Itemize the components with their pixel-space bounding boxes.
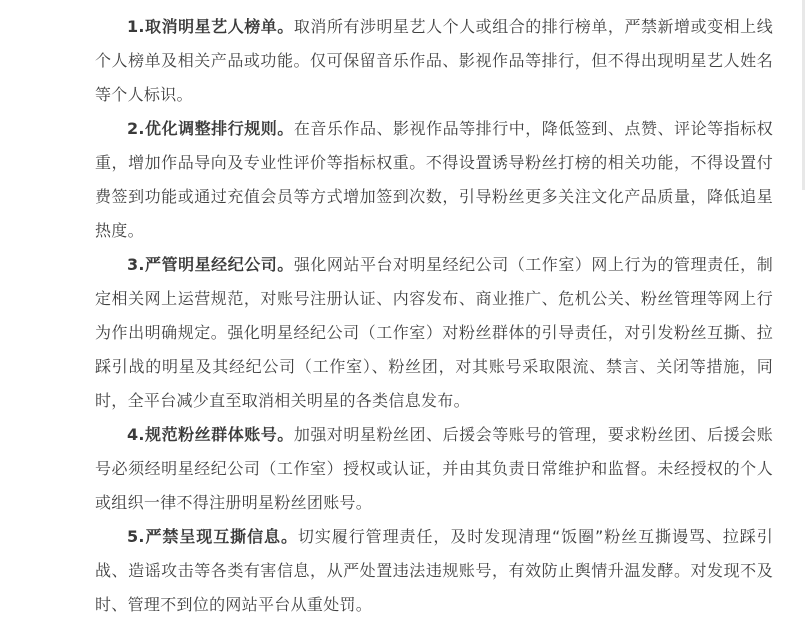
- article-paragraph-1: [95, 10, 773, 112]
- article-paragraph-3: [95, 248, 773, 418]
- article-paragraph-2: [95, 112, 773, 248]
- article-paragraph-5: [95, 520, 773, 620]
- paragraph-body: 强化网站平台对明星经纪公司（工作室）网上行为的管理责任，制定相关网上运营规范，对账号注册认证、内容发布、商业推广、危机公关、粉丝管理等网上行为作出明确规定。强化明星经纪公司（工作室）对粉丝群体的引导责任，对引发粉丝互撕、拉踩引战的明星及其经纪公司（工作室）、粉丝团，对其账号采取限流、禁言、关闭等措施，同时，全平台减少直至取消相关明星的各类信息发布。: [95, 255, 773, 410]
- paragraph-body: 取消所有涉明星艺人个人或组合的排行榜单，严禁新增或变相上线个人榜单及相关产品或功能。仅可保留音乐作品、影视作品等排行，但不得出现明星艺人姓名等个人标识。: [95, 17, 773, 104]
- paragraph-body: 加强对明星粉丝团、后援会等账号的管理，要求粉丝团、后援会账号必须经明星经纪公司（工作室）授权或认证，并由其负责日常维护和监督。未经授权的个人或组织一律不得注册明星粉丝团账号。: [95, 425, 773, 512]
- paragraph-heading: 2.优化调整排行规则。: [127, 119, 294, 138]
- paragraph-heading: 4.规范粉丝群体账号。: [127, 425, 294, 444]
- paragraph-body: 在音乐作品、影视作品等排行中，降低签到、点赞、评论等指标权重，增加作品导向及专业性评价等指标权重。不得设置诱导粉丝打榜的相关功能，不得设置付费签到功能或通过充值会员等方式增加签到次数，引导粉丝更多关注文化产品质量，降低追星热度。: [95, 119, 773, 240]
- article-paragraph-4: [95, 418, 773, 520]
- paragraph-body: 切实履行管理责任，及时发现清理“饭圈”粉丝互撕谩骂、拉踩引战、造谣攻击等各类有害信息，从严处置违法违规账号，有效防止舆情升温发酵。对发现不及时、管理不到位的网站平台从重处罚。: [95, 527, 774, 614]
- paragraph-heading: 1.取消明星艺人榜单。: [127, 17, 294, 36]
- paragraph-heading: 3.严管明星经纪公司。: [127, 255, 294, 274]
- paragraph-heading: 5.严禁呈现互撕信息。: [127, 527, 298, 546]
